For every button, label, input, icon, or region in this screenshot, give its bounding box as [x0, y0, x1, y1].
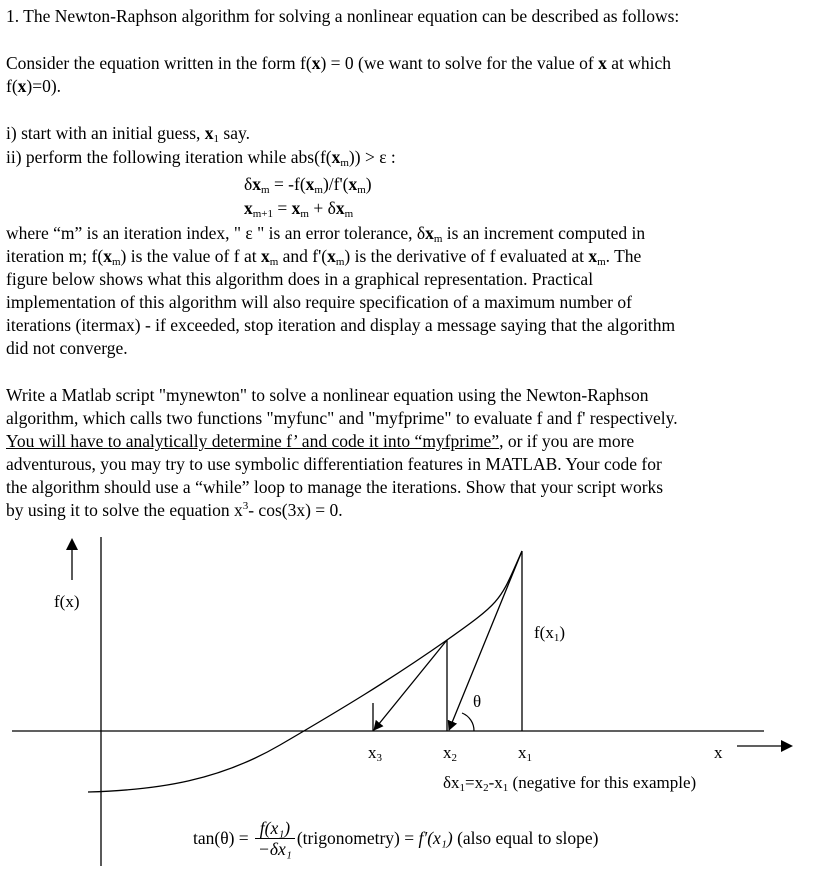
write-line-1: Write a Matlab script "mynewton" to solve a nonlinear equation using the Newton-Raphson: [6, 385, 649, 405]
iteration-equation-update: $x_{m+1} = x_m + \delta x_m$: [244, 198, 354, 220]
tangent-x1-to-x2: [449, 551, 522, 730]
x1-label: $x_1$: [518, 743, 532, 764]
theta-arc: [462, 713, 474, 731]
consider-line-2: f(x)=0).: [6, 76, 62, 96]
where-line-1: where “m” is an iteration index, " ε " is an error tolerance, $\delta x_m$ is an increment computed in: [6, 223, 646, 245]
tangent-x2-to-x3: [374, 640, 447, 730]
iteration-equation-delta: $\delta x_m = -f(x_m)/f'(x_m)$: [244, 174, 372, 196]
tangent-formula-fraction: $\frac{\text{f(x₁)}}{\text{−δx₁}}$: [255, 818, 295, 859]
write-line-6: by using it to solve the equation $x^3-$ cos(3x) = 0.: [6, 500, 343, 520]
x3-label: $x_3$: [368, 743, 382, 764]
x-axis-label: x: [714, 743, 723, 762]
step-one: i) start with an initial guess, $x_1$ say.: [6, 123, 250, 145]
y-axis-label: f(x): [54, 592, 80, 611]
write-line-3: You will have to analytically determine f’ and code it into “myfprime”, or if you are more: [6, 431, 635, 451]
where-line-3: figure below shows what this algorithm does in a graphical representation. Practical: [6, 269, 594, 289]
where-line-2: iteration m; $f(x_m)$ is the value of f at $x_m$ and $f'(x_m)$ is the derivative of f evaluated at $x_m$. The: [6, 246, 642, 268]
write-line-5: the algorithm should use a “while” loop to manage the iterations. Show that your script works: [6, 477, 664, 497]
theta-label: θ: [473, 692, 482, 711]
where-line-4: implementation of this algorithm will also require specification of a maximum number of: [6, 292, 632, 312]
problem-title: 1. The Newton-Raphson algorithm for solving a nonlinear equation can be described as follows:: [6, 6, 680, 26]
tangent-formula: tan(θ) = $\frac{\text{f(x₁)}}{\text{−δx₁}}$ (trigonometry) = f′(x₁) (also equal to slope): [193, 818, 599, 859]
where-line-5: iterations (itermax) - if exceeded, stop iteration and display a message saying that the algorithm: [6, 315, 676, 335]
write-line-2: algorithm, which calls two functions "myfunc" and "myfprime" to evaluate f and f' respectively.: [6, 408, 678, 428]
x2-label: $x_2$: [443, 743, 457, 764]
step-two: ii) perform the following iteration while $abs(f(x_m)) > \varepsilon$ :: [6, 147, 396, 169]
fx1-label: $f(x_1)$: [534, 623, 565, 644]
consider-line-1: Consider the equation written in the form f(x) = 0 (we want to solve for the value of x at which: [6, 53, 671, 73]
write-line-4: adventurous, you may try to use symbolic differentiation features in MATLAB. Your code for: [6, 454, 662, 474]
where-line-6: did not converge.: [6, 338, 128, 358]
delta-definition: $\delta x_1=x_2-x_1$ (negative for this example): [443, 773, 697, 794]
